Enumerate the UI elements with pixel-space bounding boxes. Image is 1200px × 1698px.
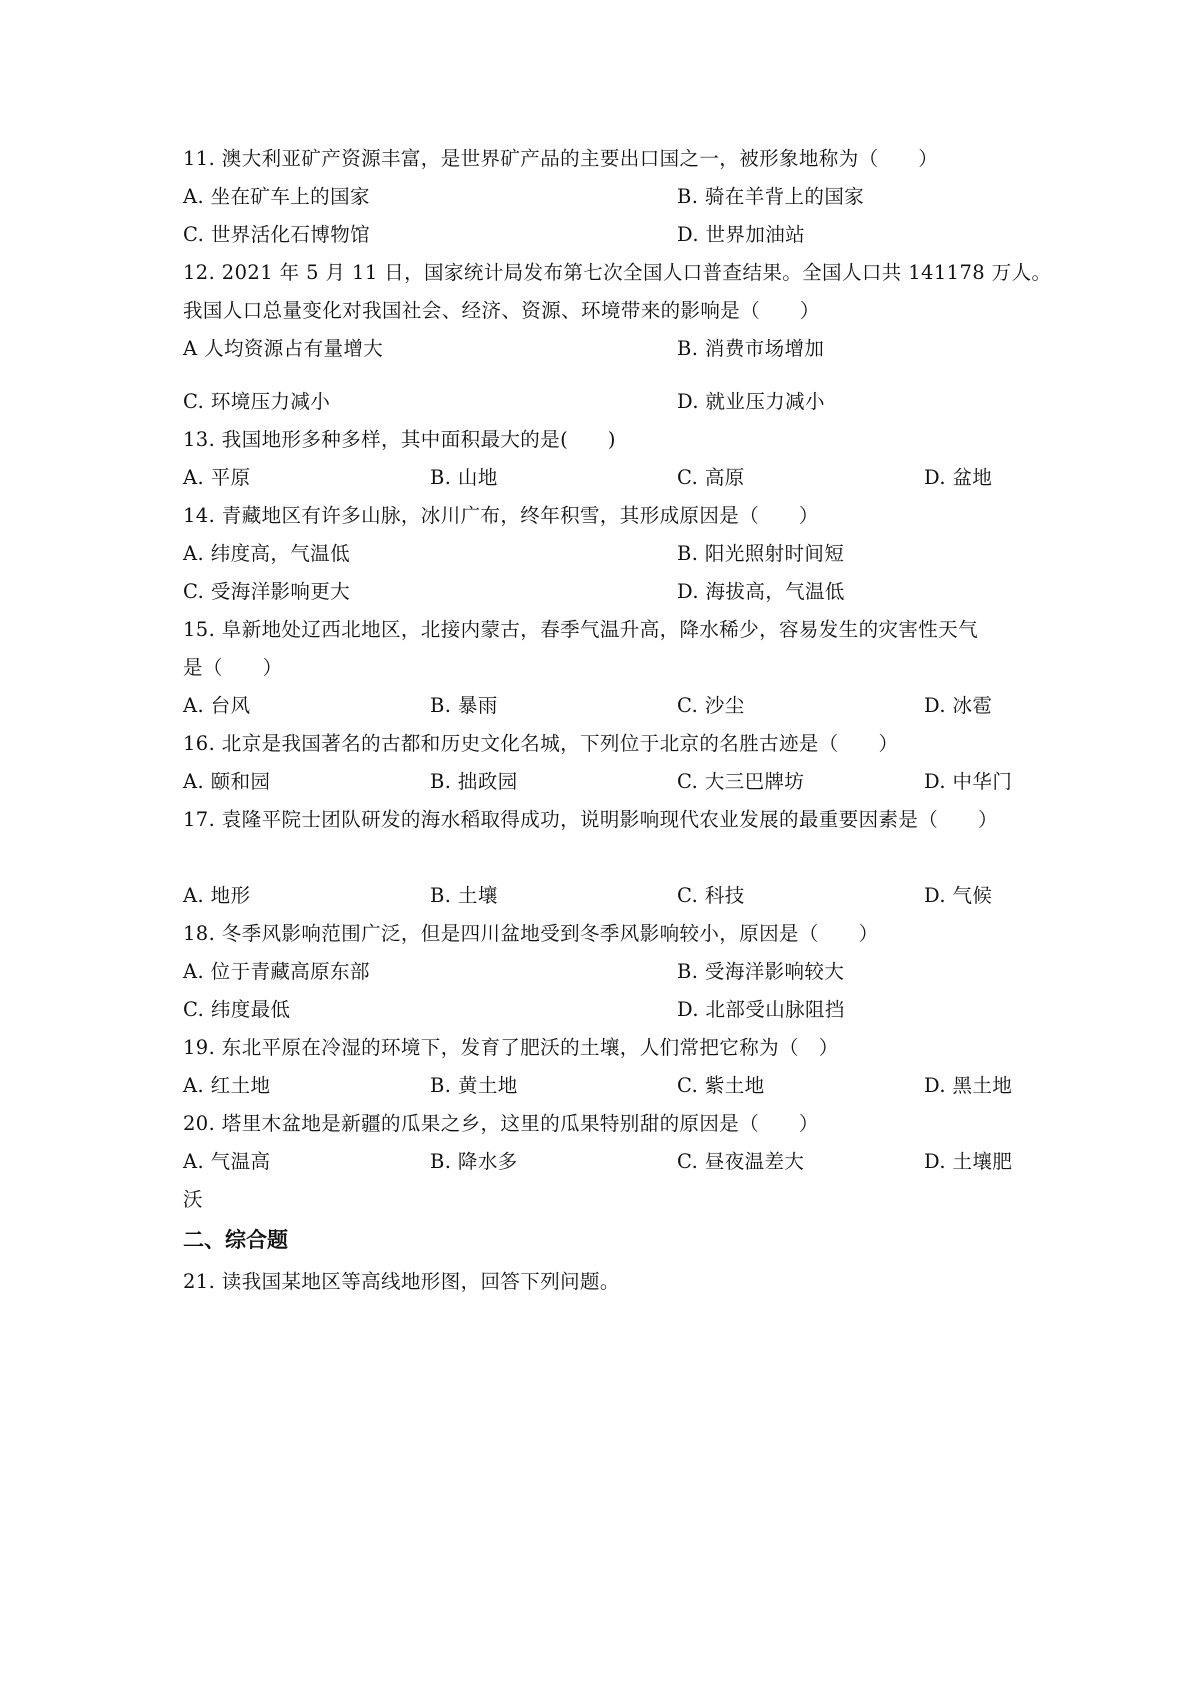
q18-option-c: C. 纬度最低 (183, 998, 291, 1021)
q15-option-c: C. 沙尘 (677, 694, 745, 717)
q20-option-c: C. 昼夜温差大 (677, 1150, 805, 1173)
q19-option-c: C. 紫土地 (677, 1074, 765, 1097)
q18-option-b: B. 受海洋影响较大 (677, 960, 845, 983)
q20-option-d-wrap: 沃 (183, 1188, 203, 1211)
q17-option-c: C. 科技 (677, 884, 745, 907)
question-18-stem: 18. 冬季风影响范围广泛，但是四川盆地受到冬季风影响较小，原因是（ ） (183, 922, 879, 945)
question-20-stem: 20. 塔里木盆地是新疆的瓜果之乡，这里的瓜果特别甜的原因是（ ） (183, 1112, 819, 1135)
q11-option-d: D. 世界加油站 (677, 223, 806, 246)
question-13-stem: 13. 我国地形多种多样，其中面积最大的是( ) (183, 428, 616, 451)
q20-option-a: A. 气温高 (183, 1150, 271, 1173)
question-12-stem-line-1: 12. 2021 年 5 月 11 日，国家统计局发布第七次全国人口普查结果。全国人口共 141178 万人。 (183, 261, 1052, 284)
q13-option-d: D. 盆地 (924, 466, 993, 489)
q18-option-d: D. 北部受山脉阻挡 (677, 998, 845, 1021)
question-12-stem-line-2: 我国人口总量变化对我国社会、经济、资源、环境带来的影响是（ ） (183, 299, 820, 322)
q18-option-a: A. 位于青藏高原东部 (183, 960, 370, 983)
q16-option-a: A. 颐和园 (183, 770, 271, 793)
q15-option-d: D. 冰雹 (924, 694, 993, 717)
q12-option-d: D. 就业压力减小 (677, 390, 825, 413)
q11-option-b: B. 骑在羊背上的国家 (677, 185, 865, 208)
question-11-stem: 11. 澳大利亚矿产资源丰富，是世界矿产品的主要出口国之一，被形象地称为（ ） (183, 147, 939, 170)
q13-option-b: B. 山地 (430, 466, 498, 489)
q15-option-b: B. 暴雨 (430, 694, 498, 717)
q12-option-a: A 人均资源占有量增大 (183, 337, 384, 360)
question-21-stem: 21. 读我国某地区等高线地形图，回答下列问题。 (183, 1270, 620, 1293)
q16-option-c: C. 大三巴牌坊 (677, 770, 805, 793)
question-19-stem: 19. 东北平原在冷湿的环境下，发育了肥沃的土壤，人们常把它称为（ ） (183, 1036, 839, 1059)
q19-option-b: B. 黄土地 (430, 1074, 518, 1097)
q11-option-a: A. 坐在矿车上的国家 (183, 185, 370, 208)
q13-option-c: C. 高原 (677, 466, 745, 489)
q16-option-b: B. 拙政园 (430, 770, 518, 793)
q14-option-c: C. 受海洋影响更大 (183, 580, 351, 603)
q14-option-b: B. 阳光照射时间短 (677, 542, 845, 565)
question-15-stem-line-1: 15. 阜新地处辽西北地区，北接内蒙古，春季气温升高，降水稀少，容易发生的灾害性天气 (183, 618, 979, 641)
question-16-stem: 16. 北京是我国著名的古都和历史文化名城，下列位于北京的名胜古迹是（ ） (183, 732, 899, 755)
question-15-stem-line-2: 是（ ） (183, 656, 283, 679)
q13-option-a: A. 平原 (183, 466, 251, 489)
q17-option-d: D. 气候 (924, 884, 993, 907)
q20-option-b: B. 降水多 (430, 1150, 518, 1173)
section-title: 二、综合题 (183, 1228, 288, 1252)
q11-option-c: C. 世界活化石博物馆 (183, 223, 371, 246)
q19-option-a: A. 红土地 (183, 1074, 271, 1097)
q15-option-a: A. 台风 (183, 694, 251, 717)
question-14-stem: 14. 青藏地区有许多山脉，冰川广布，终年积雪，其形成原因是（ ） (183, 504, 819, 527)
q12-option-b: B. 消费市场增加 (677, 337, 825, 360)
q20-option-d: D. 土壤肥 (924, 1150, 1013, 1173)
q17-option-b: B. 土壤 (430, 884, 498, 907)
q16-option-d: D. 中华门 (924, 770, 1013, 793)
question-17-stem: 17. 袁隆平院士团队研发的海水稻取得成功，说明影响现代农业发展的最重要因素是（ ） (183, 808, 998, 831)
q14-option-a: A. 纬度高，气温低 (183, 542, 350, 565)
q17-option-a: A. 地形 (183, 884, 251, 907)
q14-option-d: D. 海拔高，气温低 (677, 580, 845, 603)
q12-option-c: C. 环境压力减小 (183, 390, 331, 413)
q19-option-d: D. 黑土地 (924, 1074, 1013, 1097)
